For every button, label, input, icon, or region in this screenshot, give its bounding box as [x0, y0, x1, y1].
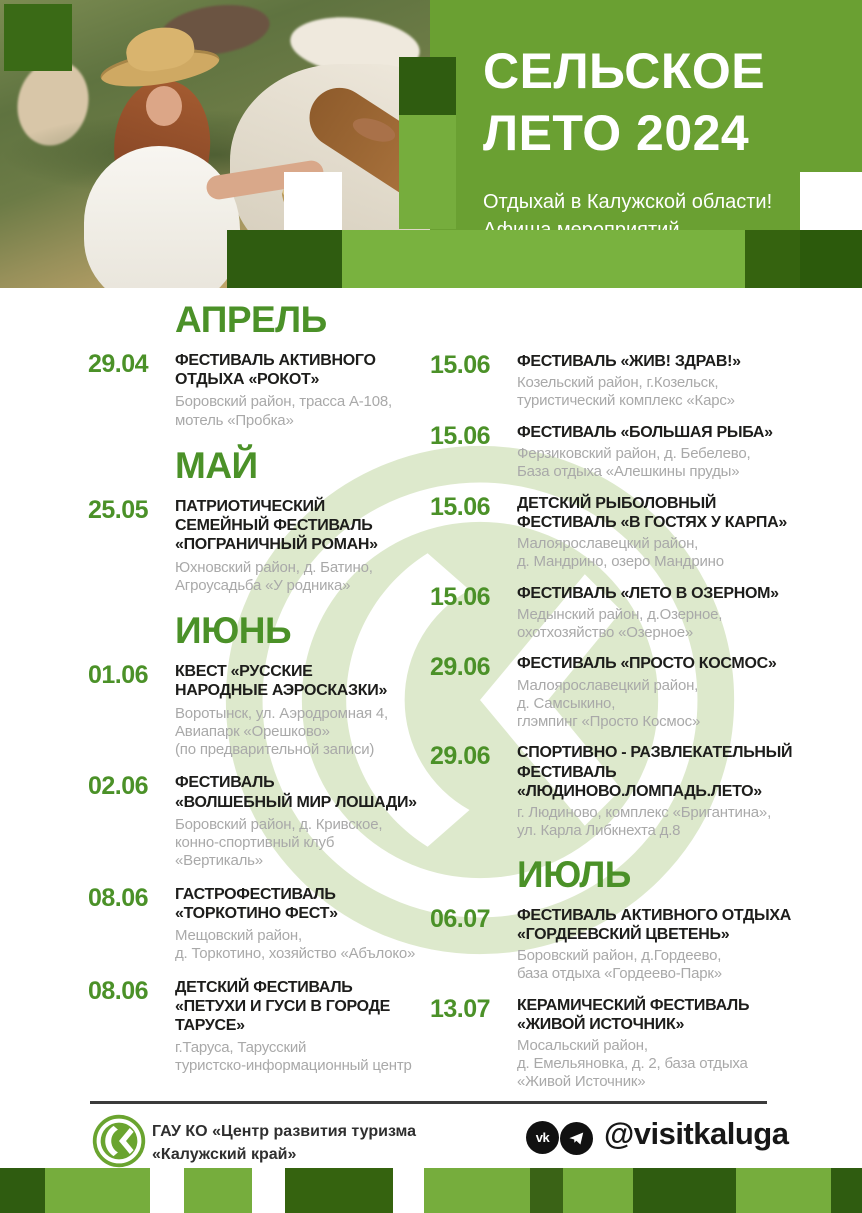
month-heading: ИЮЛЬ [517, 853, 631, 895]
decor-square [800, 230, 862, 288]
event-location: Воротынск, ул. Аэродромная 4, Авиапарк «Орешково» (по предварительной записи) [175, 704, 389, 759]
event-title: ГАСТРОФЕСТИВАЛЬ «ТОРКОТИНО ФЕСТ» [175, 885, 338, 922]
event-location: Боровский район, д. Кривское, конно-спортивный клуб «Вертикаль» [175, 815, 383, 870]
telegram-icon [560, 1122, 593, 1155]
event-row [88, 497, 440, 595]
event-row [430, 906, 862, 984]
event-title: КЕРАМИЧЕСКИЙ ФЕСТИВАЛЬ «ЖИВОЙ ИСТОЧНИК» [517, 996, 750, 1033]
decor-square [284, 172, 342, 230]
social-handle: @visitkaluga [604, 1116, 789, 1151]
event-location: Козельский район, г.Козельск, туристический комплекс «Карс» [517, 374, 735, 410]
event-title: ФЕСТИВАЛЬ АКТИВНОГО ОТДЫХА «РОКОТ» [175, 352, 376, 389]
event-row [88, 978, 440, 1076]
decor-square [745, 230, 800, 288]
decor-square [563, 1168, 633, 1213]
event-location: г.Таруса, Тарусский туристско-информационный центр [175, 1039, 412, 1075]
event-location: Юхновский район, д. Батино, Агроусадьба «У родника» [175, 558, 373, 594]
event-title: ДЕТСКИЙ РЫБОЛОВНЫЙ ФЕСТИВАЛЬ «В ГОСТЯХ У КАРПА» [517, 494, 787, 531]
decor-square [800, 172, 862, 230]
poster-title-line2: ЛЕТО 2024 [483, 105, 750, 161]
event-date: 15.06 [430, 582, 491, 611]
decor-square [227, 230, 342, 288]
event-title: КВЕСТ «РУССКИЕ НАРОДНЫЕ АЭРОСКАЗКИ» [175, 663, 388, 700]
vk-icon: vk [526, 1121, 559, 1154]
event-location: Мещовский район, д. Торкотино, хозяйство «Абълоко» [175, 927, 416, 963]
kaluga-logo-icon [92, 1114, 146, 1168]
org-line1: ГАУ КО «Центр развития туризма [152, 1123, 417, 1140]
poster-title-line1: СЕЛЬСКОЕ [483, 43, 766, 99]
event-title: ФЕСТИВАЛЬ «БОЛЬШАЯ РЫБА» [517, 423, 773, 441]
event-title: ФЕСТИВАЛЬ АКТИВНОГО ОТДЫХА «ГОРДЕЕВСКИЙ ЦВЕТЕНЬ» [517, 906, 792, 943]
event-title: ФЕСТИВАЛЬ «ЛЕТО В ОЗЕРНОМ» [517, 584, 779, 602]
event-row [430, 352, 862, 411]
event-location: Медынский район, д.Озерное, охотхозяйство «Озерное» [517, 605, 723, 642]
event-row [430, 996, 862, 1092]
event-date: 15.06 [430, 492, 491, 521]
decor-square [736, 1168, 831, 1213]
month-heading: АПРЕЛЬ [175, 299, 327, 340]
event-title: СПОРТИВНО - РАЗВЛЕКАТЕЛЬНЫЙ ФЕСТИВАЛЬ «ЛЮДИНОВО.ЛОМПАДЬ.ЛЕТО» [517, 744, 793, 800]
event-date: 08.06 [88, 883, 149, 912]
decor-square [342, 230, 745, 288]
event-title: ФЕСТИВАЛЬ «ПРОСТО КОСМОС» [517, 655, 777, 673]
org-line2: «Калужский край» [152, 1146, 297, 1164]
decor-square [424, 1168, 530, 1213]
woman-face [146, 86, 182, 126]
footer-organization [152, 1120, 416, 1166]
month-heading: ИЮНЬ [175, 610, 292, 652]
event-date: 01.06 [88, 661, 149, 690]
event-row [88, 662, 440, 759]
event-date: 08.06 [88, 976, 149, 1005]
event-location: г. Людиново, комплекс «Бригантина», ул. Карла Либкнехта д.8 [517, 803, 772, 840]
event-row [88, 773, 440, 870]
event-date: 29.06 [430, 653, 491, 682]
event-location: Боровский район, трасса А-108, мотель «Пробка» [175, 393, 392, 429]
event-row [430, 743, 862, 840]
event-date: 02.06 [88, 772, 149, 801]
decor-square [4, 4, 72, 71]
event-location: Малоярославецкий район, д. Мандрино, озеро Мандрино [517, 534, 724, 571]
event-date: 29.04 [88, 350, 149, 378]
event-row [430, 494, 862, 572]
event-title: ФЕСТИВАЛЬ «ЖИВ! ЗДРАВ!» [517, 353, 741, 370]
event-location: Боровский район, д.Гордеево, база отдыха «Гордеево-Парк» [517, 946, 722, 983]
event-date: 06.07 [430, 904, 491, 933]
event-title: ФЕСТИВАЛЬ «ВОЛШЕБНЫЙ МИР ЛОШАДИ» [175, 774, 417, 811]
decor-square [530, 1168, 563, 1213]
event-title: ДЕТСКИЙ ФЕСТИВАЛЬ «ПЕТУХИ И ГУСИ В ГОРОДЕ ТАРУСЕ» [175, 978, 391, 1034]
event-date: 15.06 [430, 351, 491, 379]
bottom-decor-strip [0, 1168, 862, 1213]
event-title: ПАТРИОТИЧЕСКИЙ СЕМЕЙНЫЙ ФЕСТИВАЛЬ «ПОГРАНИЧНЫЙ РОМАН» [175, 497, 378, 554]
event-location: Малоярославецкий район, д. Самсыкино, глэмпинг «Просто Космос» [517, 676, 701, 731]
event-row [430, 423, 862, 482]
schedule-column-left [88, 298, 440, 1090]
month-heading: МАЙ [175, 444, 258, 486]
event-location: Мосальский район, д. Емельяновка, д. 2, база отдыха «Живой Источник» [517, 1036, 748, 1091]
event-date: 13.07 [430, 994, 491, 1023]
event-row [88, 885, 440, 964]
subtitle-line1: Отдыхай в Калужской области! [483, 191, 773, 213]
event-row [88, 351, 440, 430]
decor-square [399, 115, 456, 229]
event-date: 29.06 [430, 742, 491, 771]
decor-square [633, 1168, 736, 1213]
decor-square [0, 1168, 45, 1213]
event-row [430, 654, 862, 731]
decor-square [399, 57, 456, 115]
schedule-column-right [430, 352, 862, 1104]
decor-square [285, 1168, 393, 1213]
event-date: 25.05 [88, 495, 149, 524]
decor-square [184, 1168, 252, 1213]
event-row [430, 584, 862, 643]
decor-square [831, 1168, 862, 1213]
event-date: 15.06 [430, 421, 491, 450]
event-location: Ферзиковский район, д. Бебелево, База отдыха «Алешкины пруды» [517, 444, 751, 481]
decor-square [45, 1168, 150, 1213]
